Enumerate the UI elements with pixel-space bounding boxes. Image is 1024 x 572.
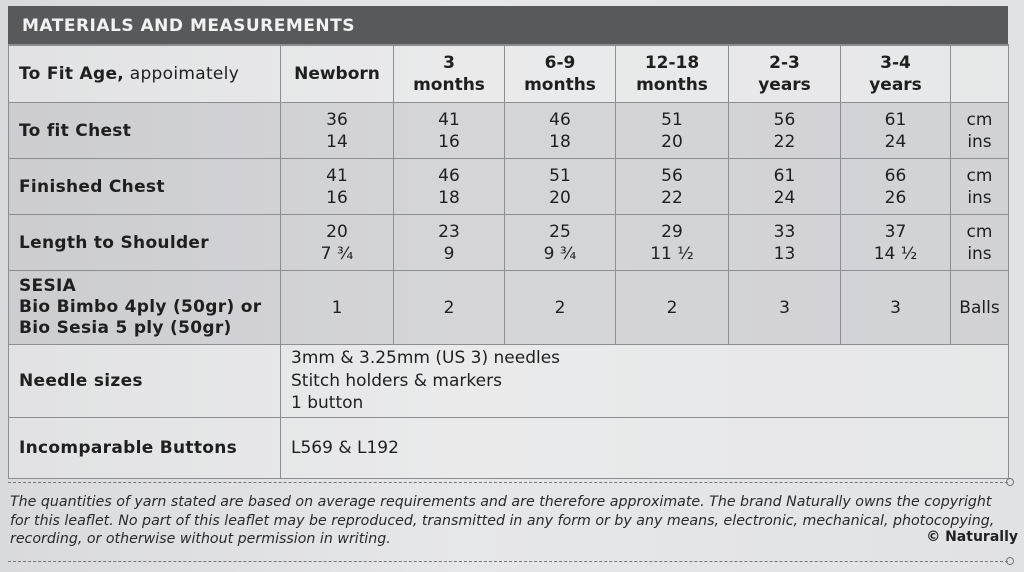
unit-cell: cm ins	[951, 215, 1009, 271]
yarn-row	[9, 271, 1009, 345]
table-cell: 51 20	[616, 103, 729, 159]
table-cell: 1	[281, 271, 394, 345]
table-cell: 36 14	[281, 103, 394, 159]
buttons-value: L569 & L192	[281, 418, 1009, 479]
needles-label: Needle sizes	[9, 345, 281, 418]
age-label-cell	[9, 45, 281, 103]
column-header: 6-9 months	[505, 45, 616, 103]
table-cell: 56 22	[729, 103, 841, 159]
table-cell: 46 18	[505, 103, 616, 159]
yarn-label: SESIA Bio Bimbo 4ply (50gr) or Bio Sesia 5 ply (50gr)	[9, 271, 281, 345]
row-label: To fit Chest	[9, 103, 281, 159]
table-cell: 41 16	[394, 103, 505, 159]
table-cell: 33 13	[729, 215, 841, 271]
unit-cell: cm ins	[951, 159, 1009, 215]
table-row	[9, 159, 1009, 215]
table-cell: 3	[729, 271, 841, 345]
age-label-bold: To Fit Age,	[19, 63, 125, 84]
column-header: 3-4 years	[841, 45, 951, 103]
row-label: Finished Chest	[9, 159, 281, 215]
table-cell: 41 16	[281, 159, 394, 215]
needles-details: 3mm & 3.25mm (US 3) needles Stitch holders & markers 1 button	[281, 345, 1009, 418]
unit-cell: Balls	[951, 271, 1009, 345]
column-header: Newborn	[281, 45, 394, 103]
footer-divider-top	[8, 482, 1008, 483]
copyright-notice: The quantities of yarn stated are based on average requirements and are therefore approximate. The brand Naturally owns the copyright for this leaflet. No part of this leaflet may be reproduced, transmitted in any form or by any means, electronic, mechanical, photocopying, recording, or otherwise without permission in writing.	[10, 494, 995, 547]
table-cell: 61 24	[729, 159, 841, 215]
copyright-mark: © Naturally	[926, 529, 1018, 545]
section-header	[8, 6, 1008, 46]
table-cell: 29 11 ½	[616, 215, 729, 271]
table-cell: 20 7 ¾	[281, 215, 394, 271]
row-label: Length to Shoulder	[9, 215, 281, 271]
unit-header-blank	[951, 45, 1009, 103]
table-row	[9, 103, 1009, 159]
table-cell: 37 14 ½	[841, 215, 951, 271]
table-cell: 2	[616, 271, 729, 345]
table-cell: 2	[505, 271, 616, 345]
column-header: 3 months	[394, 45, 505, 103]
table-header-row	[9, 45, 1009, 103]
table-cell: 61 24	[841, 103, 951, 159]
buttons-row	[9, 418, 1009, 479]
table-row	[9, 215, 1009, 271]
measurements-table	[8, 44, 1009, 479]
unit-cell: cm ins	[951, 103, 1009, 159]
buttons-label: Incomparable Buttons	[9, 418, 281, 479]
table-cell: 25 9 ¾	[505, 215, 616, 271]
section-title: MATERIALS AND MEASUREMENTS	[22, 16, 355, 36]
footer-divider-end	[1006, 478, 1014, 486]
table-cell: 56 22	[616, 159, 729, 215]
table-cell: 2	[394, 271, 505, 345]
table-cell: 3	[841, 271, 951, 345]
footer-divider-bottom	[8, 561, 1008, 562]
column-header: 12-18 months	[616, 45, 729, 103]
table-cell: 51 20	[505, 159, 616, 215]
needles-row	[9, 345, 1009, 418]
column-header: 2-3 years	[729, 45, 841, 103]
table-cell: 66 26	[841, 159, 951, 215]
table-cell: 23 9	[394, 215, 505, 271]
table-cell: 46 18	[394, 159, 505, 215]
age-label-rest: appoimately	[124, 63, 240, 84]
footer-divider-bottom-end	[1006, 557, 1014, 565]
